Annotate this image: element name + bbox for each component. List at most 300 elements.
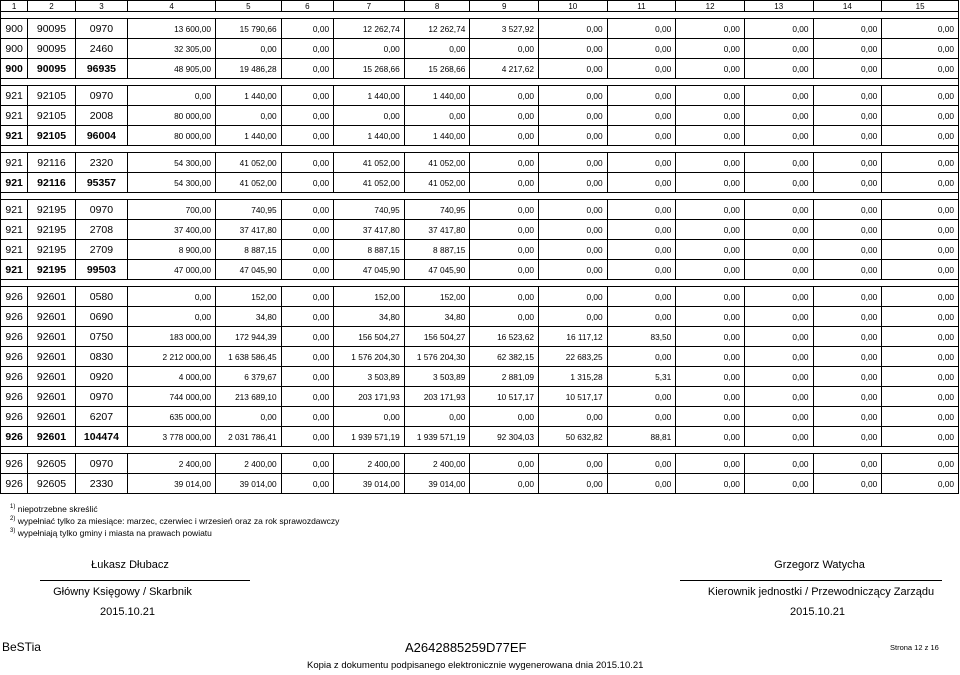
cell-dzial: 926 [1, 327, 28, 347]
cell-amount: 0,00 [470, 287, 539, 307]
cell-amount: 15 268,66 [334, 59, 405, 79]
cell-rozdzial: 92601 [28, 287, 75, 307]
column-number: 6 [281, 1, 333, 12]
cell-amount: 37 400,00 [128, 220, 216, 240]
cell-amount: 19 486,28 [215, 59, 281, 79]
cell-amount: 0,00 [744, 126, 813, 146]
cell-paragraf: 95357 [75, 173, 127, 193]
cell-amount: 47 000,00 [128, 260, 216, 280]
cell-amount: 0,00 [538, 86, 607, 106]
cell-amount: 0,00 [676, 153, 745, 173]
cell-amount: 0,00 [538, 153, 607, 173]
cell-amount: 0,00 [882, 240, 959, 260]
cell-amount: 0,00 [882, 287, 959, 307]
cell-amount: 0,00 [676, 454, 745, 474]
cell-amount: 47 045,90 [215, 260, 281, 280]
cell-amount: 88,81 [607, 427, 676, 447]
cell-amount: 0,00 [676, 220, 745, 240]
cell-amount: 156 504,27 [404, 327, 470, 347]
cell-amount: 0,00 [281, 106, 333, 126]
cell-amount: 1 440,00 [404, 86, 470, 106]
cell-amount: 0,00 [281, 126, 333, 146]
cell-amount: 1 440,00 [404, 126, 470, 146]
cell-amount: 0,00 [676, 260, 745, 280]
cell-amount: 3 527,92 [470, 19, 539, 39]
cell-amount: 10 517,17 [470, 387, 539, 407]
footer-document-id: A2642885259D77EF [405, 640, 527, 655]
cell-amount: 0,00 [813, 173, 882, 193]
cell-amount: 0,00 [813, 86, 882, 106]
cell-amount: 0,00 [470, 220, 539, 240]
cell-amount: 0,00 [744, 307, 813, 327]
cell-amount: 0,00 [882, 474, 959, 494]
cell-amount: 2 400,00 [334, 454, 405, 474]
cell-dzial: 921 [1, 260, 28, 280]
cell-amount: 203 171,93 [404, 387, 470, 407]
cell-amount: 0,00 [676, 387, 745, 407]
table-row [1, 39, 959, 59]
cell-amount: 0,00 [470, 173, 539, 193]
cell-amount: 0,00 [281, 307, 333, 327]
footnote-2: $^{2)}$ wypełniać tylko za miesiące: marzec, czerwiec i wrzesień oraz za rok sprawozdawczy [10, 515, 340, 526]
cell-paragraf: 2320 [75, 153, 127, 173]
cell-rozdzial: 90095 [28, 39, 75, 59]
cell-amount: 0,00 [882, 86, 959, 106]
cell-amount: 80 000,00 [128, 126, 216, 146]
cell-amount: 0,00 [607, 106, 676, 126]
cell-amount: 0,00 [813, 454, 882, 474]
cell-amount: 0,00 [538, 240, 607, 260]
cell-paragraf: 2460 [75, 39, 127, 59]
cell-amount: 0,00 [607, 126, 676, 146]
cell-dzial: 926 [1, 367, 28, 387]
cell-dzial: 926 [1, 454, 28, 474]
group-separator [1, 146, 959, 153]
cell-amount: 3 778 000,00 [128, 427, 216, 447]
cell-amount: 62 382,15 [470, 347, 539, 367]
cell-amount: 41 052,00 [215, 153, 281, 173]
cell-dzial: 926 [1, 387, 28, 407]
cell-paragraf: 0580 [75, 287, 127, 307]
cell-amount: 0,00 [813, 260, 882, 280]
cell-amount: 0,00 [334, 407, 405, 427]
group-separator [1, 12, 959, 19]
cell-dzial: 926 [1, 287, 28, 307]
cell-amount: 0,00 [813, 200, 882, 220]
cell-amount: 0,00 [404, 39, 470, 59]
table-row [1, 240, 959, 260]
cell-amount: 0,00 [281, 59, 333, 79]
cell-amount: 41 052,00 [334, 153, 405, 173]
cell-dzial: 921 [1, 106, 28, 126]
cell-amount: 0,00 [470, 307, 539, 327]
cell-amount: 0,00 [404, 106, 470, 126]
cell-amount: 0,00 [281, 220, 333, 240]
column-number: 8 [404, 1, 470, 12]
cell-amount: 16 117,12 [538, 327, 607, 347]
table-row [1, 287, 959, 307]
right-signer-name: Grzegorz Watycha [774, 559, 865, 571]
cell-amount: 0,00 [281, 260, 333, 280]
cell-amount: 213 689,10 [215, 387, 281, 407]
cell-amount: 700,00 [128, 200, 216, 220]
cell-amount: 15 268,66 [404, 59, 470, 79]
cell-amount: 0,00 [676, 39, 745, 59]
cell-amount: 0,00 [744, 220, 813, 240]
cell-amount: 0,00 [470, 126, 539, 146]
cell-amount: 0,00 [334, 106, 405, 126]
cell-amount: 0,00 [538, 454, 607, 474]
cell-amount: 0,00 [281, 427, 333, 447]
cell-amount: 0,00 [281, 86, 333, 106]
cell-amount: 1 939 571,19 [334, 427, 405, 447]
cell-amount: 8 900,00 [128, 240, 216, 260]
left-signature-date: 2015.10.21 [99, 606, 156, 618]
cell-amount: 39 014,00 [334, 474, 405, 494]
cell-amount: 8 887,15 [334, 240, 405, 260]
cell-amount: 34,80 [404, 307, 470, 327]
cell-paragraf: 96935 [75, 59, 127, 79]
cell-amount: 0,00 [607, 347, 676, 367]
cell-amount: 0,00 [676, 287, 745, 307]
cell-amount: 0,00 [882, 327, 959, 347]
cell-amount: 0,00 [813, 240, 882, 260]
cell-amount: 0,00 [281, 287, 333, 307]
cell-amount: 16 523,62 [470, 327, 539, 347]
cell-amount: 0,00 [607, 474, 676, 494]
cell-paragraf: 0830 [75, 347, 127, 367]
cell-amount: 0,00 [882, 220, 959, 240]
cell-amount: 0,00 [744, 454, 813, 474]
cell-paragraf: 2330 [75, 474, 127, 494]
cell-rozdzial: 92116 [28, 153, 75, 173]
cell-amount: 740,95 [215, 200, 281, 220]
cell-rozdzial: 92195 [28, 200, 75, 220]
cell-amount: 0,00 [744, 427, 813, 447]
cell-amount: 0,00 [281, 153, 333, 173]
column-number: 5 [215, 1, 281, 12]
cell-amount: 156 504,27 [334, 327, 405, 347]
cell-amount: 0,00 [607, 173, 676, 193]
column-number: 12 [676, 1, 745, 12]
group-separator [1, 280, 959, 287]
footer-copy-note: Kopia z dokumentu podpisanego elektronicznie wygenerowana dnia 2015.10.21 [307, 660, 644, 671]
cell-amount: 0,00 [607, 454, 676, 474]
right-signature-date: 2015.10.21 [789, 606, 846, 618]
cell-amount: 41 052,00 [404, 173, 470, 193]
group-separator [1, 193, 959, 200]
cell-amount: 0,00 [744, 387, 813, 407]
cell-rozdzial: 92116 [28, 173, 75, 193]
cell-amount: 4 217,62 [470, 59, 539, 79]
cell-amount: 0,00 [607, 260, 676, 280]
cell-amount: 0,00 [676, 106, 745, 126]
column-number: 7 [334, 1, 405, 12]
cell-amount: 0,00 [882, 454, 959, 474]
cell-amount: 0,00 [813, 39, 882, 59]
cell-amount: 80 000,00 [128, 106, 216, 126]
cell-paragraf: 0920 [75, 367, 127, 387]
cell-amount: 41 052,00 [334, 173, 405, 193]
cell-rozdzial: 92605 [28, 474, 75, 494]
cell-amount: 39 014,00 [215, 474, 281, 494]
table-row [1, 19, 959, 39]
table-row-total [1, 427, 959, 447]
table-row [1, 367, 959, 387]
table-row [1, 153, 959, 173]
cell-rozdzial: 90095 [28, 19, 75, 39]
cell-amount: 2 400,00 [404, 454, 470, 474]
cell-dzial: 926 [1, 427, 28, 447]
cell-amount: 0,00 [470, 474, 539, 494]
cell-amount: 0,00 [470, 454, 539, 474]
cell-amount: 8 887,15 [215, 240, 281, 260]
table-row [1, 454, 959, 474]
table-row [1, 220, 959, 240]
cell-amount: 0,00 [744, 19, 813, 39]
cell-amount: 0,00 [676, 126, 745, 146]
cell-amount: 0,00 [538, 19, 607, 39]
cell-dzial: 921 [1, 240, 28, 260]
column-number: 10 [538, 1, 607, 12]
cell-amount: 0,00 [744, 347, 813, 367]
cell-amount: 0,00 [607, 19, 676, 39]
cell-amount: 0,00 [607, 287, 676, 307]
cell-amount: 152,00 [215, 287, 281, 307]
cell-amount: 0,00 [882, 106, 959, 126]
cell-amount: 2 400,00 [128, 454, 216, 474]
cell-amount: 8 887,15 [404, 240, 470, 260]
footnotes [10, 502, 339, 537]
cell-amount: 0,00 [281, 240, 333, 260]
cell-amount: 0,00 [607, 387, 676, 407]
cell-amount: 34,80 [334, 307, 405, 327]
cell-amount: 0,00 [813, 427, 882, 447]
cell-amount: 0,00 [744, 106, 813, 126]
cell-amount: 0,00 [538, 106, 607, 126]
cell-rozdzial: 92601 [28, 307, 75, 327]
cell-dzial: 921 [1, 126, 28, 146]
cell-amount: 5,31 [607, 367, 676, 387]
cell-amount: 0,00 [538, 39, 607, 59]
column-number: 15 [882, 1, 959, 12]
cell-amount: 0,00 [882, 19, 959, 39]
cell-amount: 0,00 [813, 19, 882, 39]
column-number: 3 [75, 1, 127, 12]
column-number: 1 [1, 1, 28, 12]
cell-amount: 0,00 [538, 173, 607, 193]
cell-amount: 0,00 [538, 474, 607, 494]
cell-dzial: 926 [1, 347, 28, 367]
cell-amount: 0,00 [676, 427, 745, 447]
cell-amount: 0,00 [470, 407, 539, 427]
column-number: 2 [28, 1, 75, 12]
cell-amount: 39 014,00 [128, 474, 216, 494]
cell-dzial: 921 [1, 220, 28, 240]
cell-rozdzial: 92105 [28, 106, 75, 126]
table-row [1, 347, 959, 367]
cell-amount: 0,00 [607, 39, 676, 59]
table-row [1, 407, 959, 427]
cell-amount: 0,00 [334, 39, 405, 59]
right-signer-role: Kierownik jednostki / Przewodniczący Zarządu [707, 586, 935, 598]
cell-amount: 37 417,80 [334, 220, 405, 240]
cell-amount: 0,00 [813, 347, 882, 367]
cell-paragraf: 96004 [75, 126, 127, 146]
cell-amount: 0,00 [470, 200, 539, 220]
cell-amount: 0,00 [538, 287, 607, 307]
cell-amount: 0,00 [538, 126, 607, 146]
cell-rozdzial: 92601 [28, 387, 75, 407]
cell-amount: 0,00 [470, 153, 539, 173]
cell-paragraf: 6207 [75, 407, 127, 427]
cell-amount: 22 683,25 [538, 347, 607, 367]
cell-amount: 0,00 [281, 474, 333, 494]
cell-amount: 0,00 [676, 173, 745, 193]
cell-rozdzial: 92601 [28, 347, 75, 367]
cell-amount: 0,00 [882, 387, 959, 407]
cell-paragraf: 0970 [75, 454, 127, 474]
cell-rozdzial: 92105 [28, 126, 75, 146]
footer-system-name: BeSTia [2, 640, 41, 654]
cell-amount: 1 440,00 [215, 86, 281, 106]
cell-amount: 0,00 [813, 387, 882, 407]
cell-amount: 3 503,89 [404, 367, 470, 387]
cell-paragraf: 0970 [75, 86, 127, 106]
cell-dzial: 921 [1, 173, 28, 193]
cell-amount: 1 576 204,30 [334, 347, 405, 367]
left-signer-name: Łukasz Dłubacz [91, 559, 169, 571]
cell-dzial: 900 [1, 19, 28, 39]
cell-amount: 0,00 [882, 39, 959, 59]
cell-amount: 47 045,90 [334, 260, 405, 280]
cell-amount: 0,00 [882, 347, 959, 367]
left-signature-line [40, 580, 250, 581]
table-row [1, 327, 959, 347]
cell-rozdzial: 92601 [28, 327, 75, 347]
cell-amount: 0,00 [676, 86, 745, 106]
cell-amount: 0,00 [607, 153, 676, 173]
cell-amount: 0,00 [813, 220, 882, 240]
cell-amount: 0,00 [538, 200, 607, 220]
cell-amount: 0,00 [744, 240, 813, 260]
cell-amount: 0,00 [128, 86, 216, 106]
cell-amount: 0,00 [882, 173, 959, 193]
column-number-row [1, 1, 959, 12]
cell-amount: 0,00 [607, 200, 676, 220]
cell-amount: 48 905,00 [128, 59, 216, 79]
cell-amount: 0,00 [538, 260, 607, 280]
cell-amount: 0,00 [470, 260, 539, 280]
cell-amount: 83,50 [607, 327, 676, 347]
cell-amount: 0,00 [744, 367, 813, 387]
cell-amount: 0,00 [813, 59, 882, 79]
cell-amount: 2 400,00 [215, 454, 281, 474]
cell-amount: 0,00 [538, 307, 607, 327]
column-number: 11 [607, 1, 676, 12]
cell-amount: 0,00 [281, 347, 333, 367]
cell-rozdzial: 92105 [28, 86, 75, 106]
cell-amount: 0,00 [744, 327, 813, 347]
cell-paragraf: 2708 [75, 220, 127, 240]
cell-amount: 0,00 [281, 19, 333, 39]
cell-paragraf: 0970 [75, 387, 127, 407]
group-separator [1, 79, 959, 86]
cell-dzial: 926 [1, 474, 28, 494]
cell-amount: 0,00 [281, 173, 333, 193]
cell-amount: 1 638 586,45 [215, 347, 281, 367]
cell-amount: 0,00 [215, 106, 281, 126]
cell-paragraf: 2008 [75, 106, 127, 126]
cell-amount: 3 503,89 [334, 367, 405, 387]
cell-amount: 0,00 [813, 407, 882, 427]
cell-amount: 0,00 [744, 474, 813, 494]
cell-amount: 744 000,00 [128, 387, 216, 407]
cell-amount: 32 305,00 [128, 39, 216, 59]
cell-amount: 0,00 [813, 287, 882, 307]
table-row [1, 200, 959, 220]
table-row-total [1, 59, 959, 79]
cell-amount: 0,00 [744, 39, 813, 59]
cell-amount: 0,00 [470, 39, 539, 59]
cell-paragraf: 2709 [75, 240, 127, 260]
cell-paragraf: 99503 [75, 260, 127, 280]
cell-rozdzial: 90095 [28, 59, 75, 79]
cell-amount: 0,00 [744, 153, 813, 173]
cell-amount: 1 939 571,19 [404, 427, 470, 447]
cell-amount: 54 300,00 [128, 153, 216, 173]
footer-page-number: Strona 12 z 16 [890, 643, 939, 652]
cell-amount: 0,00 [281, 367, 333, 387]
right-signature-line [680, 580, 942, 581]
cell-amount: 10 517,17 [538, 387, 607, 407]
cell-amount: 0,00 [882, 200, 959, 220]
cell-amount: 0,00 [607, 240, 676, 260]
cell-amount: 37 417,80 [404, 220, 470, 240]
cell-amount: 0,00 [676, 200, 745, 220]
cell-amount: 0,00 [676, 407, 745, 427]
cell-amount: 0,00 [470, 240, 539, 260]
cell-amount: 0,00 [470, 106, 539, 126]
cell-amount: 0,00 [281, 327, 333, 347]
table-row-total [1, 260, 959, 280]
cell-amount: 172 944,39 [215, 327, 281, 347]
left-signer-role: Główny Księgowy / Skarbnik [53, 586, 192, 598]
cell-amount: 41 052,00 [404, 153, 470, 173]
cell-amount: 0,00 [813, 307, 882, 327]
cell-amount: 183 000,00 [128, 327, 216, 347]
cell-amount: 0,00 [676, 474, 745, 494]
cell-amount: 1 576 204,30 [404, 347, 470, 367]
cell-dzial: 926 [1, 407, 28, 427]
cell-amount: 0,00 [607, 86, 676, 106]
cell-paragraf: 0970 [75, 19, 127, 39]
cell-amount: 635 000,00 [128, 407, 216, 427]
cell-amount: 0,00 [538, 59, 607, 79]
cell-paragraf: 0750 [75, 327, 127, 347]
cell-amount: 2 031 786,41 [215, 427, 281, 447]
cell-amount: 0,00 [813, 106, 882, 126]
cell-amount: 2 212 000,00 [128, 347, 216, 367]
table-row [1, 474, 959, 494]
cell-amount: 0,00 [215, 39, 281, 59]
cell-rozdzial: 92601 [28, 367, 75, 387]
cell-dzial: 921 [1, 86, 28, 106]
cell-paragraf: 104474 [75, 427, 127, 447]
cell-amount: 0,00 [404, 407, 470, 427]
column-number: 9 [470, 1, 539, 12]
cell-amount: 4 000,00 [128, 367, 216, 387]
